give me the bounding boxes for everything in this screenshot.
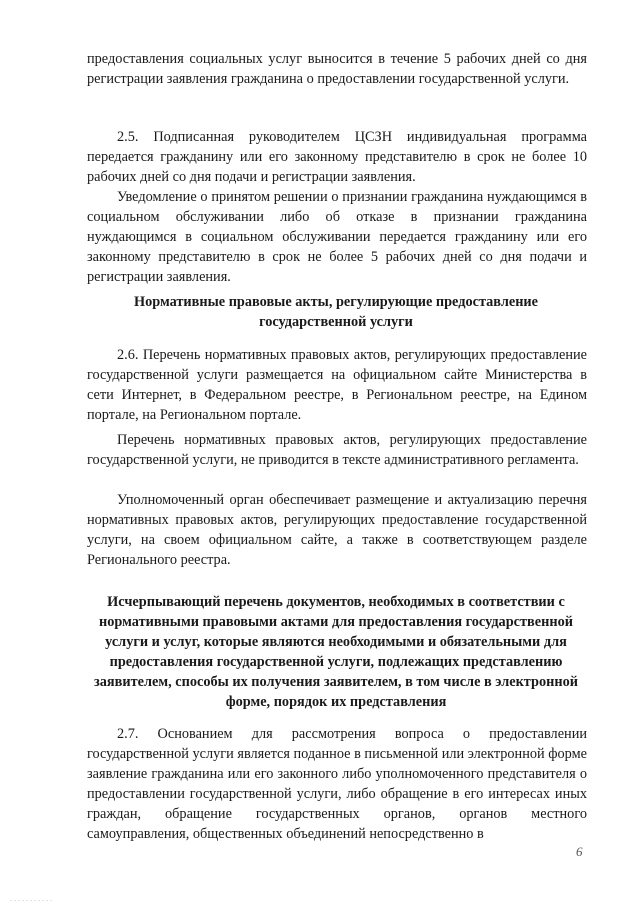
edge-mark: ........... <box>10 894 54 903</box>
paragraph-2-6: 2.6. Перечень нормативных правовых актов, регулирующих предоставление государственной услуги размещается на официальном сайте Министерства в сети Интернет, в Федеральном реестре, в Региональном реестре, на Едином портале, на Региональном портале. <box>87 347 587 423</box>
paragraph-continuation: предоставления социальных услуг выносится в течение 5 рабочих дней со дня регистрации заявления гражданина о предоставлении государственной услуги. <box>87 51 587 87</box>
page-number: 6 <box>576 844 583 859</box>
paragraph-authorized-body: Уполномоченный орган обеспечивает размещение и актуализацию перечня нормативных правовых актов, регулирующих предоставление государственной услуги, на своем официальном сайте, а также в соответствующем разделе Регионального реестра. <box>87 492 587 568</box>
section-heading-documents-list: Исчерпывающий перечень документов, необходимых в соответствии с нормативными правовыми актами для предоставления государственной услуги и услуг, которые являются необходимыми и обязательными для предоставления государственной услуги, подлежащих представлению заявителем, способы их получения заявителем, в том числе в электронной форме, порядок их представления <box>94 594 578 710</box>
paragraph-notification: Уведомление о принятом решении о признании гражданина нуждающимся в социальном обслуживании либо об отказе в признании гражданина нуждающимся в социальном обслуживании передается гражданину или его законному представителю в срок не более 5 рабочих дней со дня подачи и регистрации заявления. <box>87 189 587 285</box>
paragraph-2-5: 2.5. Подписанная руководителем ЦСЗН индивидуальная программа передается гражданину или его законному представителю в срок не более 10 рабочих дней со дня подачи и регистрации заявления. <box>87 129 587 185</box>
paragraph-list-not-included: Перечень нормативных правовых актов, регулирующих предоставление государственной услуги, не приводится в тексте административного регламента. <box>87 432 587 468</box>
section-heading-normative-acts: Нормативные правовые акты, регулирующие предоставление государственной услуги <box>133 294 539 330</box>
paragraph-2-7: 2.7. Основанием для рассмотрения вопроса о предоставлении государственной услуги является поданное в письменной или электронной форме заявление гражданина или его законного либо уполномоченного представителя о предоставлении государственной услуги, либо обращение в его интересах иных граждан, обращение государственных органов, органов местного самоуправления, общественных объединений непосредственно в <box>87 726 587 842</box>
